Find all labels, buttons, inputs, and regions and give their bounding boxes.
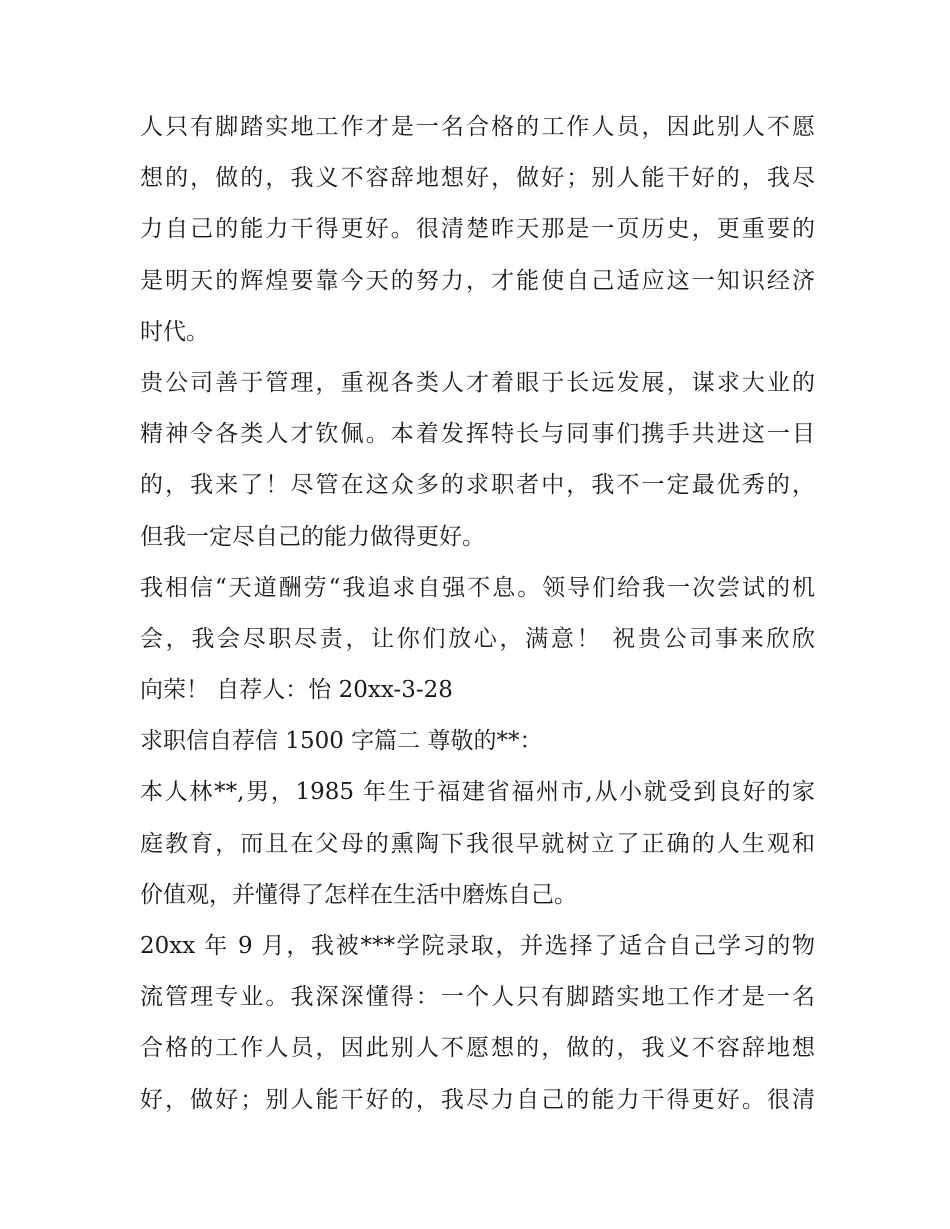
text-line-11: 会，我会尽职尽责，让你们放心，满意！ 祝贵公司事来欣欣 xyxy=(140,625,815,652)
text-line-15: 庭教育，而且在父母的熏陶下我很早就树立了正确的人生观和 xyxy=(140,830,815,857)
document-body xyxy=(140,102,815,1126)
text-line-12: 向荣！ 自荐人：怡 20xx-3-28 xyxy=(140,677,453,704)
text-line-2: 想的，做的，我义不容辞地想好，做好；别人能干好的，我尽 xyxy=(140,165,815,192)
text-line-4: 是明天的辉煌要靠今天的努力，才能使自己适应这一知识经济 xyxy=(140,267,815,294)
text-line-9: 但我一定尽自己的能力做得更好。 xyxy=(140,523,485,550)
text-line-5: 时代。 xyxy=(140,318,209,345)
text-line-16: 价值观，并懂得了怎样在生活中磨炼自己。 xyxy=(140,881,577,908)
text-line-7: 精神令各类人才钦佩。本着发挥特长与同事们携手共进这一目 xyxy=(140,421,815,448)
text-line-18: 流管理专业。我深深懂得：一个人只有脚踏实地工作才是一名 xyxy=(140,984,815,1011)
text-line-1: 人只有脚踏实地工作才是一名合格的工作人员，因此别人不愿 xyxy=(140,114,815,140)
text-line-6: 贵公司善于管理，重视各类人才着眼于长远发展，谋求大业的 xyxy=(140,369,815,396)
text-line-19: 合格的工作人员，因此别人不愿想的，做的，我义不容辞地想 xyxy=(140,1035,815,1062)
text-line-13: 求职信自荐信 1500 字篇二 尊敬的**： xyxy=(140,728,543,755)
text-line-20: 好，做好；别人能干好的，我尽力自己的能力干得更好。很清 xyxy=(140,1086,815,1113)
text-line-14: 本人林**,男，1985 年生于福建省福州市,从小就受到良好的家 xyxy=(140,779,815,806)
text-line-10: 我相信“天道酬劳“我追求自强不息。领导们给我一次尝试的机 xyxy=(140,574,815,601)
text-line-17: 20xx 年 9 月，我被***学院录取，并选择了适合自己学习的物 xyxy=(140,933,815,959)
text-line-3: 力自己的能力干得更好。很清楚昨天那是一页历史，更重要的 xyxy=(140,216,815,243)
text-line-8: 的，我来了！尽管在这众多的求职者中，我不一定最优秀的， xyxy=(140,472,815,499)
